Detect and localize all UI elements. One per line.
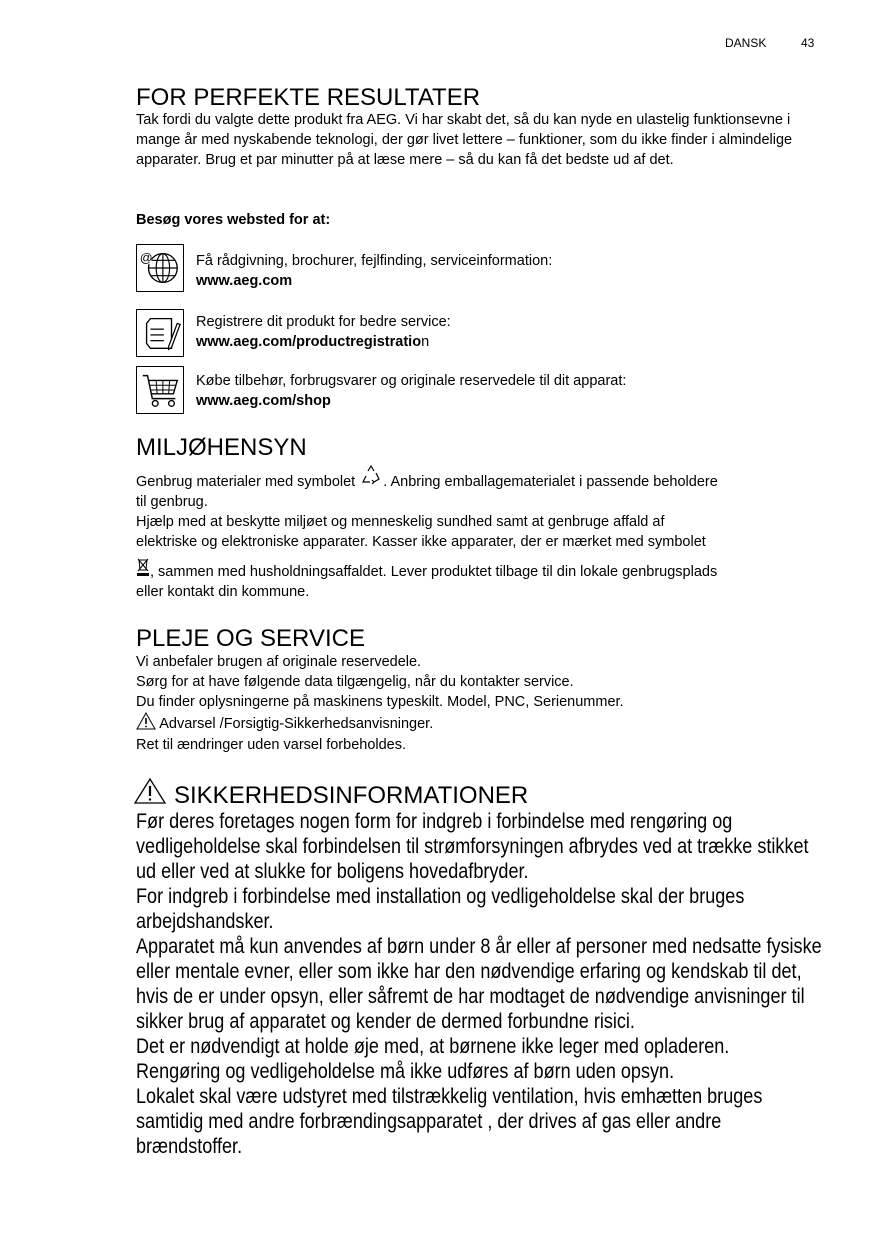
care-line-1: Vi anbefaler brugen af originale reservedele. [136,654,422,670]
environment-line-3: Hjælp med at beskytte miljøet og menneskelig sundhed samt at genbruge affald af [136,514,665,530]
item-register-text: Registrere dit produkt for bedre service: [196,314,451,330]
item-web-url[interactable]: www.aeg.com [196,273,293,289]
care-title: PLEJE OG SERVICE [136,625,365,652]
care-warning-line [136,714,433,734]
safety-body [136,809,824,1159]
env-line1-after: . Anbring emballagematerialet i passende beholdere [383,474,718,490]
safety-paragraph-2: For indgreb i forbindelse med installation og vedligeholdelse skal der bruges arbejdshandsker. [136,885,745,933]
intro-title: FOR PERFEKTE RESULTATER [136,84,481,111]
safety-paragraph-6: Lokalet skal være udstyret med tilstrækkelig ventilation, hvis emhætten bruges samtidig med andre forbrændingsapparatet , der drives af gas eller andre brændstoffer. [136,1085,763,1158]
page-number: 43 [801,36,815,50]
environment-line-2: til genbrug. [136,494,208,510]
item-web-text: Få rådgivning, brochurer, fejlfinding, serviceinformation: [196,253,553,269]
item-register-url-bold: www.aeg.com/productregistratio [196,334,422,350]
care-line-2: Sørg for at have følgende data tilgængelig, når du kontakter service. [136,674,574,690]
item-shop-text: Købe tilbehør, forbrugsvarer og originale reservedele til dit apparat: [196,373,627,389]
web-globe-icon [136,244,184,292]
intro-text: Tak fordi du valgte dette produkt fra AEG. Vi har skabt det, så du kan nyde en ulastelig funktionsevne i mange år med nyskabende teknologi, der gør livet lettere – funktioner, som du ikke finder i almindelige apparater. Brug et par minutter på at læse mere – så du kan få det bedste ud af det. [136,112,793,168]
care-warning-text: Advarsel /Forsigtig-Sikkerhedsanvisninger. [156,716,434,732]
crossed-bin-icon [136,556,150,578]
environment-line-6: eller kontakt din kommune. [136,584,310,600]
care-line-3: Du finder oplysningerne på maskinens typeskilt. Model, PNC, Serienummer. [136,694,624,710]
header-language: DANSK [725,36,767,50]
safety-paragraph-5: Rengøring og vedligeholdelse må ikke udføres af børn uden opsyn. [136,1060,675,1083]
item-register-url-tail: n [421,334,430,350]
safety-title: SIKKERHEDSINFORMATIONER [174,782,529,809]
safety-paragraph-3: Apparatet må kun anvendes af børn under 8 år eller af personer med nedsatte fysiske eller mentale evner, eller som ikke har den nødvendige erfaring og kendskab til det, hvis de er under opsyn, eller såfremt de har modtaget de nødvendige anvisninger til sikker brug af apparatet og kender de dermed forbundne risici. [136,935,822,1033]
svg-text:@: @ [139,251,153,266]
environment-title: MILJØHENSYN [136,434,307,461]
care-line-last: Ret til ændringer uden varsel forbeholdes. [136,737,407,753]
safety-warning-icon [133,777,167,805]
env-line1-before: Genbrug materialer med symbolet [136,474,360,490]
recycle-icon [359,463,383,487]
shopping-cart-icon [136,366,184,414]
env-line5-text: , sammen med husholdningsaffaldet. Lever produktet tilbage til din lokale genbrugsplads [150,564,718,580]
registration-form-icon [136,309,184,357]
safety-paragraph-4: Det er nødvendigt at holde øje med, at børnene ikke leger med opladeren. [136,1035,730,1058]
visit-heading: Besøg vores websted for at: [136,212,331,228]
item-register-url[interactable] [196,332,429,352]
warning-icon [136,712,156,730]
environment-line-4: elektriske og elektroniske apparater. Kasser ikke apparater, der er mærket med symbolet [136,534,706,550]
environment-line-1 [136,472,718,492]
environment-line-5 [136,562,717,582]
safety-paragraph-1: Før deres foretages nogen form for indgreb i forbindelse med rengøring og vedligeholdelse skal forbindelsen til strømforsyningen afbrydes ved at trække stikket ud eller ved at slukke for boligens hovedafbryder. [136,810,809,883]
item-shop-url[interactable]: www.aeg.com/shop [196,393,331,409]
